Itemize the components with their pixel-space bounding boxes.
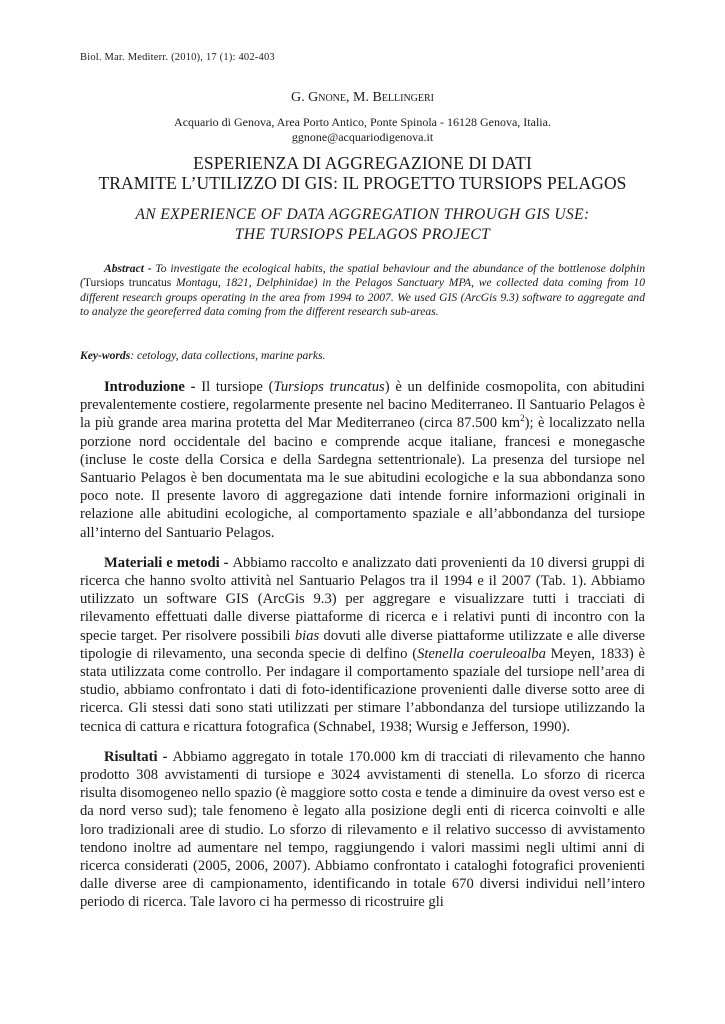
abstract-text-1: To investigate the ecological habits, the spatial behaviour and the abundance of the bottlenose dolphin ( [80, 262, 645, 290]
methods-bias: bias [294, 627, 320, 644]
affiliation [0, 115, 725, 145]
author-separator: , [346, 90, 353, 105]
intro-text-3: ); è localizzato nella porzione nord occidentale del bacino e comprende acque italiane, francesi e monegasche (incluse le coste della Corsica e della Sardegna settentrionale). La presenza del tursiope nel Santuario Pelagos è ben documentata ma le sue abitudini ecologiche e la sua abbondanza sono poco note. Il presente lavoro di aggregazione dati intende fornire informazioni originali in relazione alle abitudini ecologiche, al comportamento spaziale e all’abbondanza del tursiope all’interno del Santuario Pelagos. [80, 415, 645, 541]
abstract [80, 262, 645, 320]
intro-superscript: 2 [520, 413, 525, 424]
intro-species: Tursiops truncatus [273, 379, 385, 395]
abstract-label: Abstract - [104, 262, 156, 275]
methods-text-1: Abbiamo raccolto e analizzato dati provenienti da 10 diversi gruppi di ricerca che hanno svolto attività nel Santuario Pelagos tra il 1994 e il 2007 (Tab. 1). Abbiamo utilizzato un software GIS (ArcGis 9.3) per aggregare e visualizzare tutti i tracciati di rilevamento effettuati dalle diverse piattaforme di ricerca e i relativi punti di incontro con la specie target. Per risolvere possibili [80, 554, 645, 644]
authors [0, 90, 725, 106]
intro-text-2: ) è un delfinide cosmopolita, con abitudini prevalentemente costiere, regolarmente presente nel bacino Mediterraneo. Il Santuario Pelagos è la più grande area marina protetta del Mar Mediterraneo (circa 87.500 km [80, 379, 645, 432]
title-english [0, 205, 725, 245]
title-italian-line1: ESPERIENZA DI AGGREGAZIONE DI DATI [193, 153, 532, 173]
author-first-surname: Gnone [308, 90, 346, 105]
title-italian-line2: TRAMITE L’UTILIZZO DI GIS: IL PROGETTO TURSIOPS PELAGOS [98, 173, 627, 193]
methods-text-3: Meyen, 1833) è stata utilizzata come controllo. Per indagare il comportamento spaziale del tursiope nell’area di studio, abbiamo confrontato i dati di foto-identificazione provenienti dalle diverse sotto aree di ricerca. Gli stessi dati sono stati utilizzati per stimare l’abbondanza del tursiope utilizzando la tecnica di cattura e ricattura fotografica (Schnabel, 1938; Wursig e Jefferson, 1990). [80, 645, 645, 735]
section-heading-introduction: Introduzione - [104, 379, 202, 395]
title-english-line1: AN EXPERIENCE OF DATA AGGREGATION THROUGH GIS USE: [135, 206, 590, 223]
affiliation-address: Acquario di Genova, Area Porto Antico, Ponte Spinola - 16128 Genova, Italia. [174, 115, 551, 129]
abstract-species: Tursiops truncatus [83, 276, 172, 290]
title-italian [0, 153, 725, 193]
article-body [80, 378, 645, 924]
title-english-line2: THE TURSIOPS PELAGOS PROJECT [234, 226, 491, 243]
author-second-initial: M. [353, 90, 373, 105]
results-text-1: Abbiamo aggregato in totale 170.000 km di tracciati di rilevamento che hanno prodotto 308 avvistamenti di tursiope e 3024 avvistamenti di stenella. Lo sforzo di ricerca risulta disomogeneo nello spazio (è maggiore sotto costa e tende a diminuire da ovest verso est e da nord verso sud); tale fenomeno è legato alla posizione degli enti di ricerca coinvolti e alle loro tradizionali aree di studio. Lo sforzo di rilevamento e il relativo successo di avvistamento tendono inoltre ad aumentare nel tempo, raggiungendo i valori massimi negli ultimi anni di ricerca considerati (2005, 2006, 2007). Abbiamo confrontato i cataloghi fotografici provenienti dalle diverse aree di campionamento, identificando in totale 670 diversi individui nell’intero periodo di ricerca. Tale lavoro ci ha permesso di ricostruire gli [80, 748, 646, 911]
methods-species: Stenella coeruleoalba [417, 645, 546, 662]
methods-text-2: dovuti alle diverse piattaforme utilizzate e alle diverse tipologie di rilevamento, una seconda specie di delfino ( [80, 627, 645, 662]
keywords-text: : cetology, data collections, marine parks. [130, 349, 326, 362]
section-heading-results: Risultati - [104, 748, 173, 765]
author-first-initial: G. [290, 90, 309, 105]
abstract-text-2: Montagu, 1821, Delphinidae) in the Pelagos Sanctuary MPA, we collected data coming from 10 different research groups operating in the area from 1994 to 2007. We used GIS (ArcGis 9.3) software to aggregate and to analyze the georeferred data coming from the different research sub-areas. [80, 276, 645, 319]
author-second-surname: Bellingeri [372, 90, 434, 105]
keywords-label: Key-words [80, 349, 131, 362]
affiliation-email: ggnone@acquariodigenova.it [291, 130, 434, 144]
keywords [80, 349, 645, 362]
section-methods [80, 554, 645, 736]
section-introduction [80, 378, 645, 542]
section-heading-methods: Materiali e metodi - [104, 554, 233, 571]
intro-text-1: Il tursiope ( [201, 379, 274, 395]
journal-reference: Biol. Mar. Mediterr. (2010), 17 (1): 402-403 [80, 52, 275, 63]
section-results [80, 748, 645, 912]
